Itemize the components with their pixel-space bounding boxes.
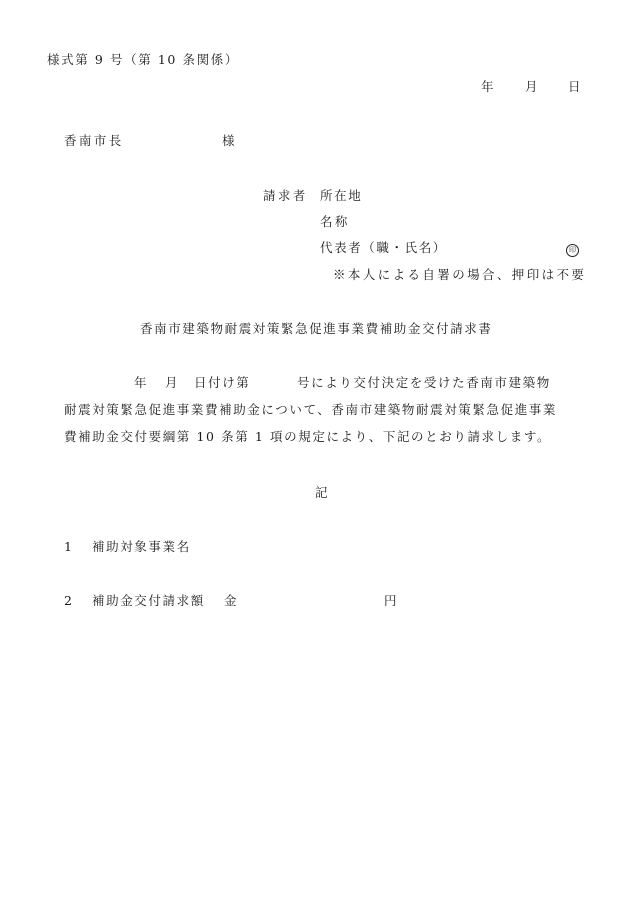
item-1-label: 補助対象事業名 (92, 539, 191, 554)
body-day-ref: 日付け第 (194, 375, 251, 390)
seal-icon: 印 (566, 244, 579, 257)
claimant-role: 請求者 (263, 188, 308, 203)
date-year: 年 (481, 79, 494, 94)
claimant-representative-label: 代表者（職・氏名） (320, 240, 447, 255)
body-line1-rest: 号により交付決定を受けた香南市建築物 (297, 375, 551, 390)
item-2-unit: 円 (384, 593, 397, 608)
body-year: 年 (134, 375, 147, 390)
date-month: 月 (525, 79, 538, 94)
claimant-name-label: 名称 (320, 214, 350, 229)
item-2-prefix: 金 (224, 593, 237, 608)
addressee-honorific: 様 (222, 133, 235, 148)
item-1-number: 1 (64, 539, 72, 554)
body-line2: 耐震対策緊急促進事業費補助金について、香南市建築物耐震対策緊急促進事業 (64, 402, 558, 417)
ki-heading: 記 (315, 485, 328, 500)
form-number: 様式第 9 号（第 10 条関係） (47, 52, 239, 67)
seal-note: ※本人による自署の場合、押印は不要 (333, 267, 587, 282)
item-2-number: 2 (64, 593, 72, 608)
seal-mark (566, 242, 579, 257)
addressee-title: 香南市長 (64, 133, 124, 148)
item-2-label: 補助金交付請求額 (92, 593, 205, 608)
claimant-address-label: 所在地 (320, 188, 363, 203)
body-month: 月 (165, 375, 178, 390)
document-title: 香南市建築物耐震対策緊急促進事業費補助金交付請求書 (140, 321, 493, 336)
date-day: 日 (568, 79, 581, 94)
body-line3: 費補助金交付要綱第 10 条第 1 項の規定により、下記のとおり請求します。 (64, 429, 552, 444)
